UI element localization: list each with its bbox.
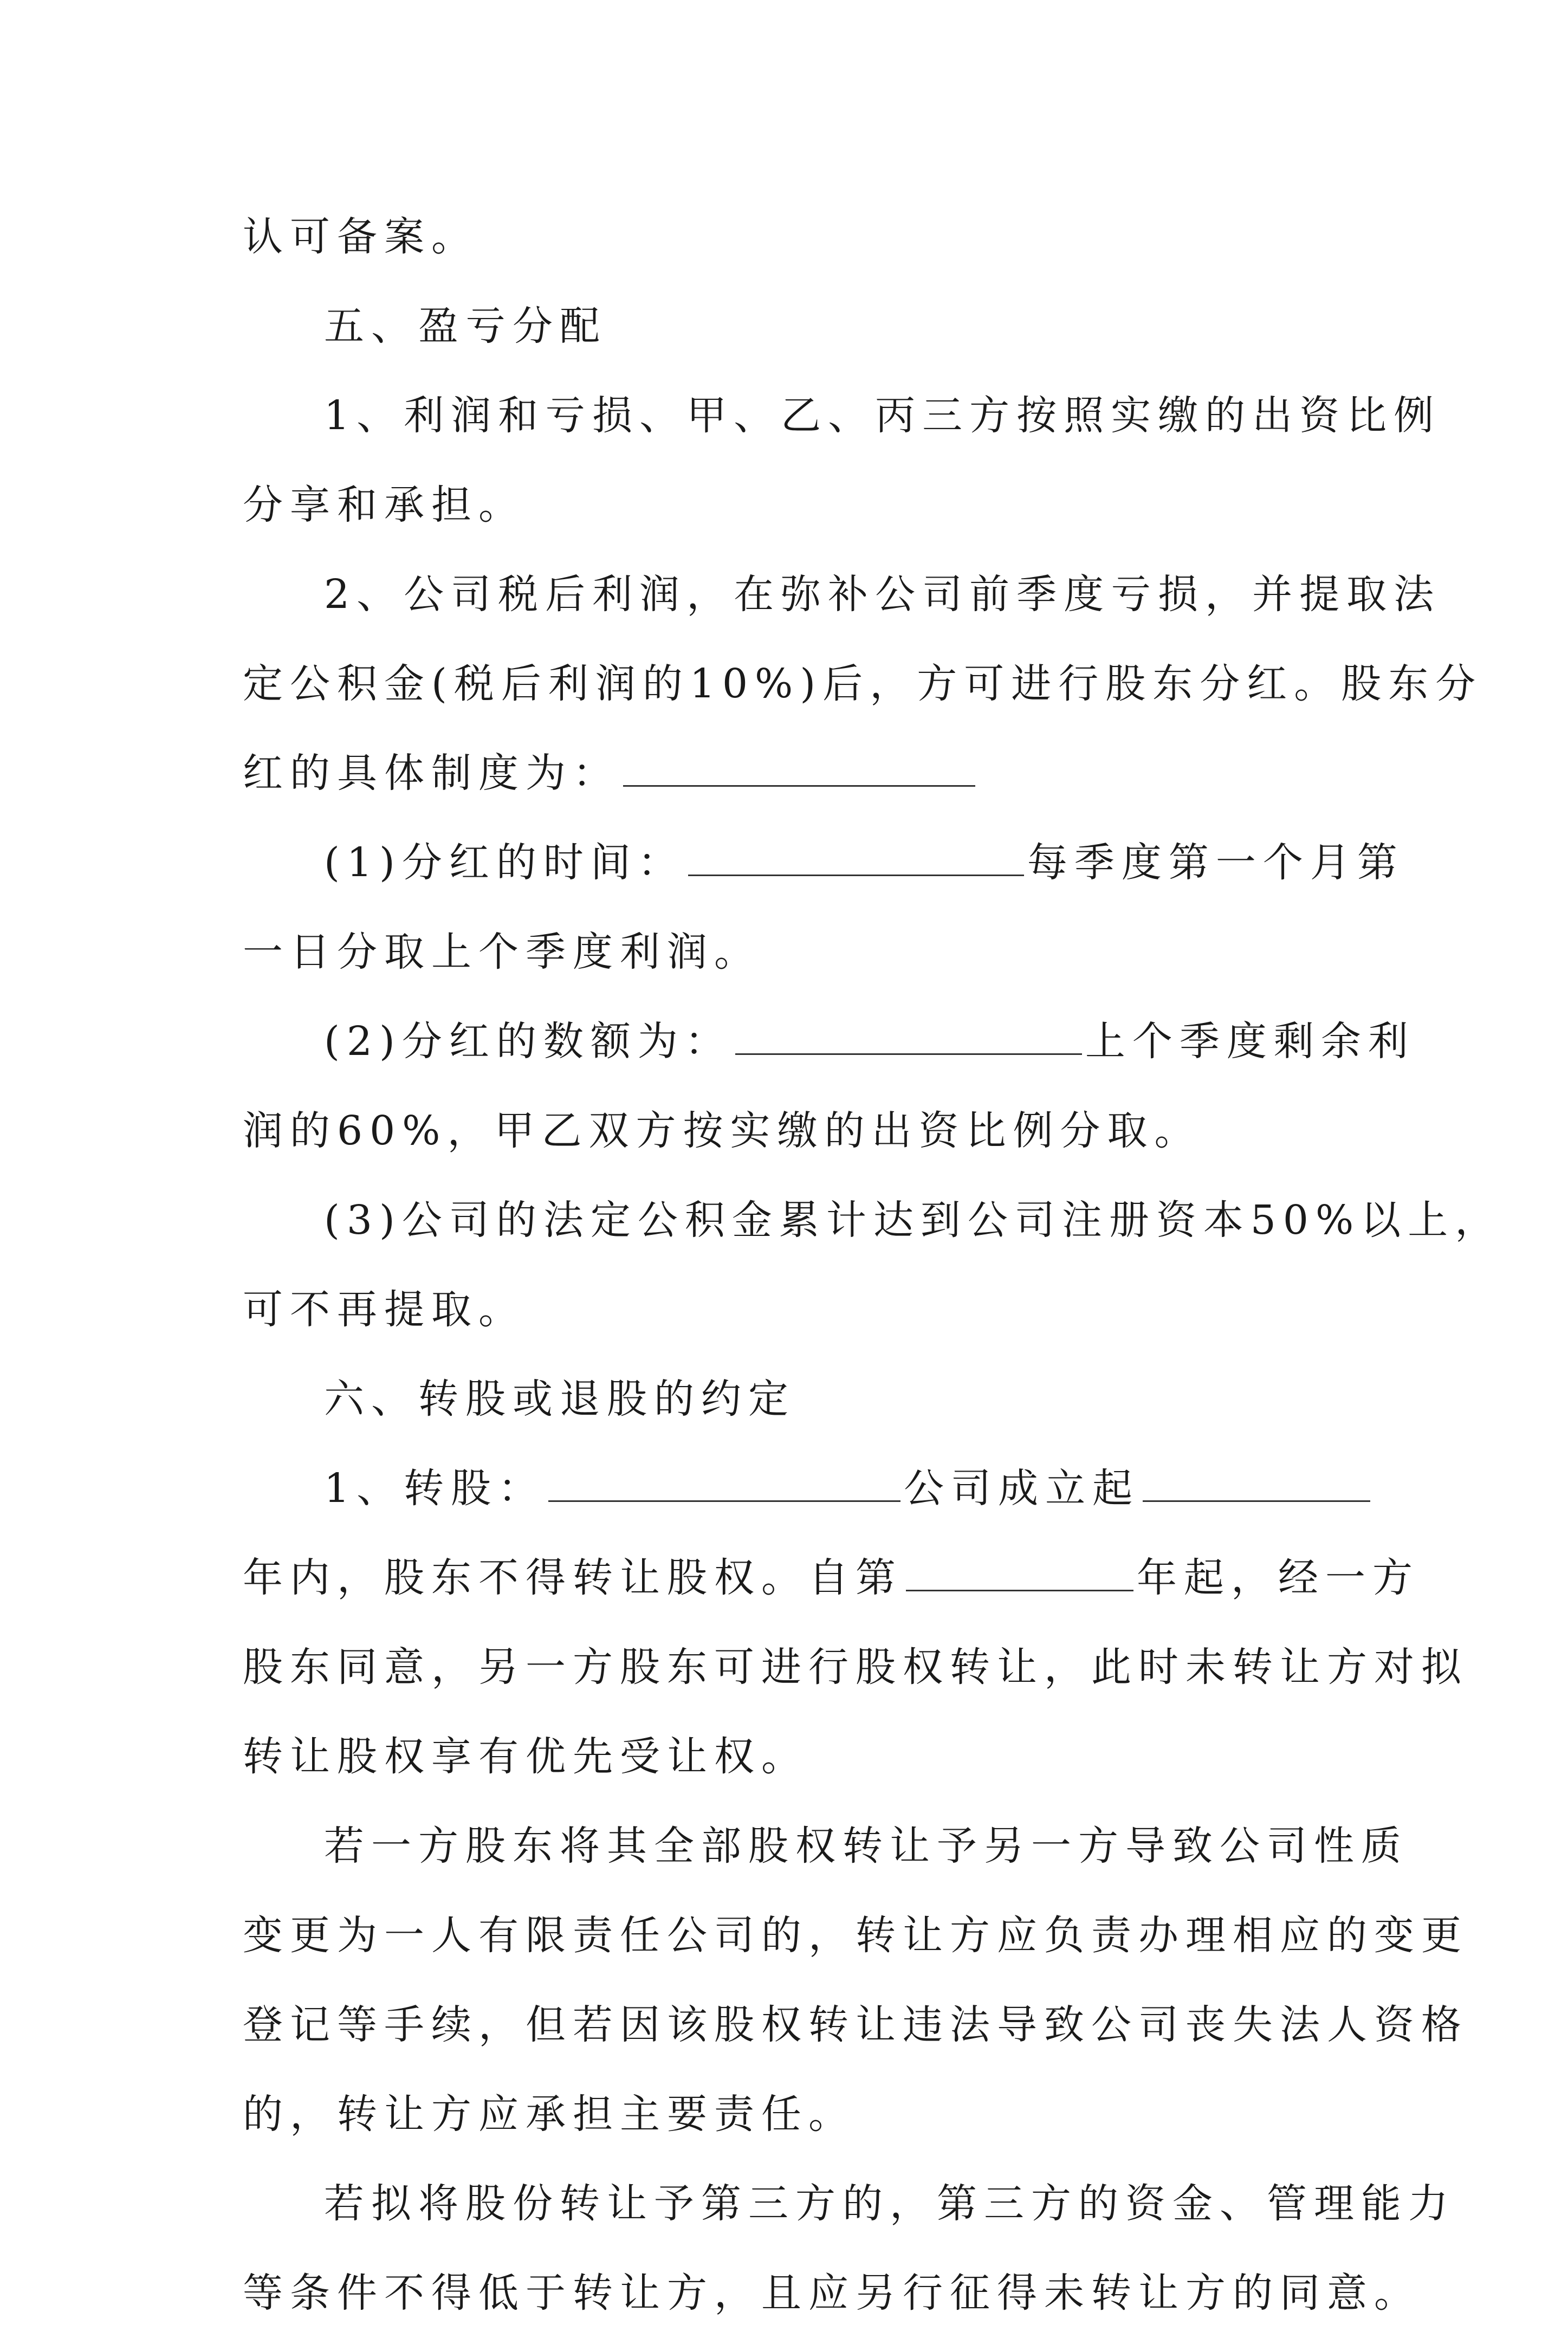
- text-fragment: 年起，经一方: [1137, 1555, 1420, 1601]
- text-fragment: 上个季度剩余利: [1085, 1018, 1415, 1065]
- text-line: 登记等手续，但若因该股权转让违法导致公司丧失法人资格: [243, 2002, 1468, 2048]
- text-line: 转让股权享有优先受让权。: [243, 1733, 808, 1780]
- text-fragment: (1)分红的时间：: [324, 839, 685, 886]
- text-line: [243, 1533, 1420, 1623]
- text-line: [243, 1444, 1343, 1533]
- text-line: 分享和承担。: [243, 482, 526, 528]
- text-line: 2、公司税后利润，在弥补公司前季度亏损，并提取法: [324, 571, 1441, 618]
- text-line: 变更为一人有限责任公司的，转让方应负责办理相应的变更: [243, 1912, 1468, 1959]
- text-line: [243, 997, 1415, 1086]
- text-line: 若一方股东将其全部股权转让予另一方导致公司性质: [324, 1823, 1408, 1869]
- fill-in-blank: [688, 842, 1024, 876]
- fill-in-blank: [735, 1021, 1082, 1055]
- text-fragment: 每季度第一个月第: [1027, 839, 1404, 886]
- text-line: 定公积金(税后利润的10%)后，方可进行股东分红。股东分: [243, 660, 1483, 707]
- section-heading: 五、盈亏分配: [324, 303, 607, 349]
- text-line: 等条件不得低于转让方，且应另行征得未转让方的同意。: [243, 2270, 1421, 2316]
- text-line: 一日分取上个季度利润。: [243, 929, 761, 975]
- text-line: (3)公司的法定公积金累计达到公司注册资本50%以上，: [324, 1197, 1502, 1244]
- text-line: [243, 818, 1404, 908]
- text-line: 认可备案。: [243, 213, 478, 260]
- fill-in-blank: [548, 1468, 900, 1502]
- text-line: 的，转让方应承担主要责任。: [243, 2091, 856, 2138]
- text-line: 股东同意，另一方股东可进行股权转让，此时未转让方对拟: [243, 1644, 1468, 1691]
- text-line: [243, 729, 1343, 818]
- text-line: 若拟将股份转让予第三方的，第三方的资金、管理能力: [324, 2180, 1455, 2227]
- section-heading: 六、转股或退股的约定: [324, 1376, 795, 1422]
- text-fragment: 年内，股东不得转让股权。自第: [243, 1555, 903, 1601]
- text-line: 1、利润和亏损、甲、乙、丙三方按照实缴的出资比例: [324, 392, 1441, 439]
- text-fragment: 红的具体制度为：: [243, 750, 620, 796]
- text-fragment: 1、转股：: [324, 1465, 546, 1512]
- text-fragment: (2)分红的数额为：: [324, 1018, 732, 1065]
- document-page: [243, 192, 1502, 2338]
- fill-in-blank: [906, 1557, 1133, 1591]
- fill-in-blank: [623, 753, 975, 787]
- text-line: 可不再提取。: [243, 1286, 526, 1333]
- fill-in-blank: [1143, 1468, 1370, 1502]
- text-fragment: 公司成立起: [904, 1465, 1140, 1512]
- text-line: 润的60%，甲乙双方按实缴的出资比例分取。: [243, 1108, 1202, 1154]
